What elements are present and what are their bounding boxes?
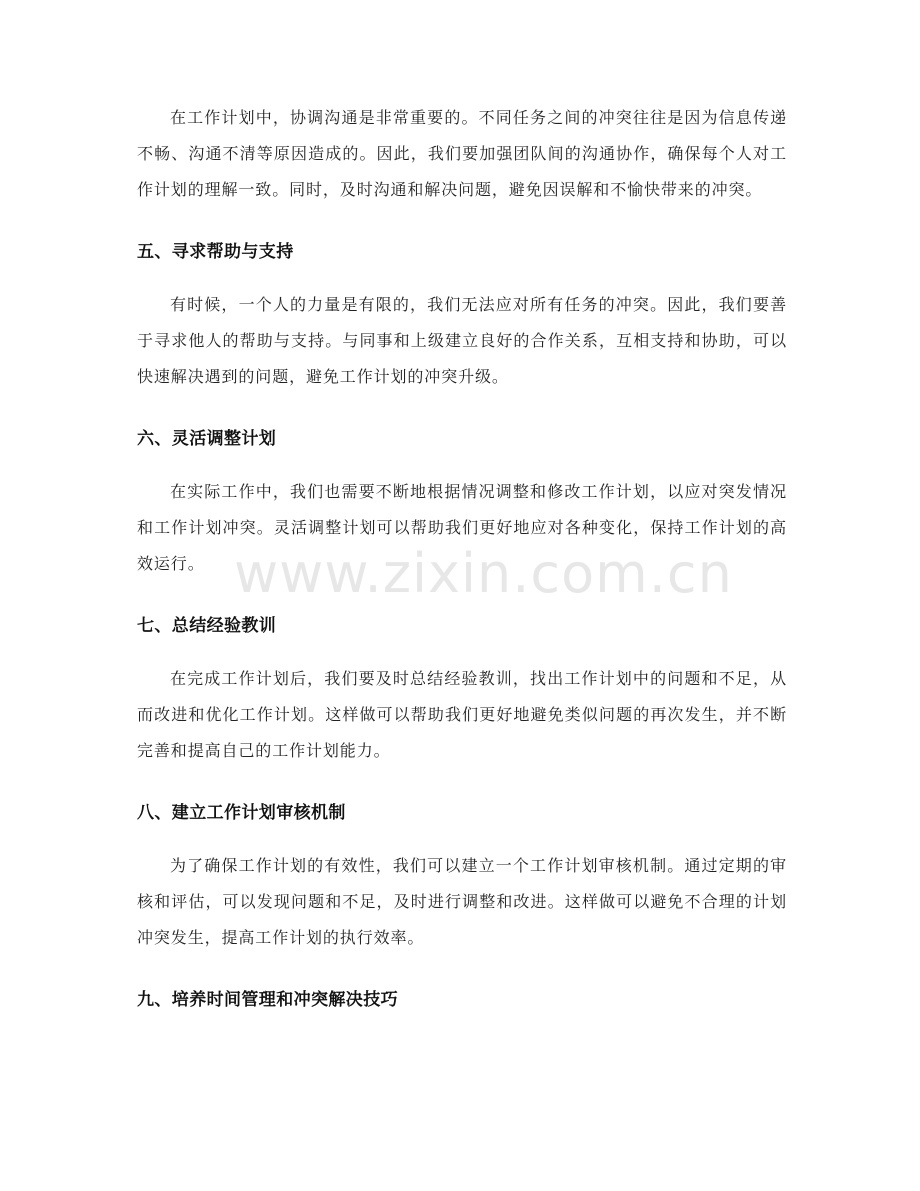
section-heading-6: 六、灵活调整计划	[137, 429, 277, 449]
section-heading-8: 八、建立工作计划审核机制	[137, 803, 346, 823]
intro-paragraph: 在工作计划中，协调沟通是非常重要的。不同任务之间的冲突往往是因为信息传递不畅、沟通不清等原因造成的。因此，我们要加强团队间的沟通协作，确保每个人对工作计划的理解一致。同时，及时沟通和解决问题，避免因误解和不愉快带来的冲突。	[137, 108, 787, 199]
section-paragraph-5: 有时候，一个人的力量是有限的，我们无法应对所有任务的冲突。因此，我们要善于寻求他人的帮助与支持。与同事和上级建立良好的合作关系，互相支持和协助，可以快速解决遇到的问题，避免工作计划的冲突升级。	[137, 295, 787, 386]
section-paragraph-7: 在完成工作计划后，我们要及时总结经验教训，找出工作计划中的问题和不足，从而改进和优化工作计划。这样做可以帮助我们更好地避免类似问题的再次发生，并不断完善和提高自己的工作计划能力。	[137, 669, 787, 760]
section-heading-5: 五、寻求帮助与支持	[137, 242, 294, 262]
section-heading-7: 七、总结经验教训	[137, 616, 277, 636]
watermark-text: www.zixin.com.cn	[234, 542, 733, 605]
section-paragraph-8: 为了确保工作计划的有效性，我们可以建立一个工作计划审核机制。通过定期的审核和评估，可以发现问题和不足，及时进行调整和改进。这样做可以避免不合理的计划冲突发生，提高工作计划的执行效率。	[137, 856, 787, 947]
document-body	[137, 100, 787, 1015]
section-paragraph-6: 在实际工作中，我们也需要不断地根据情况调整和修改工作计划，以应对突发情况和工作计划冲突。灵活调整计划可以帮助我们更好地应对各种变化，保持工作计划的高效运行。	[137, 482, 787, 573]
section-heading-9: 九、培养时间管理和冲突解决技巧	[137, 990, 398, 1010]
